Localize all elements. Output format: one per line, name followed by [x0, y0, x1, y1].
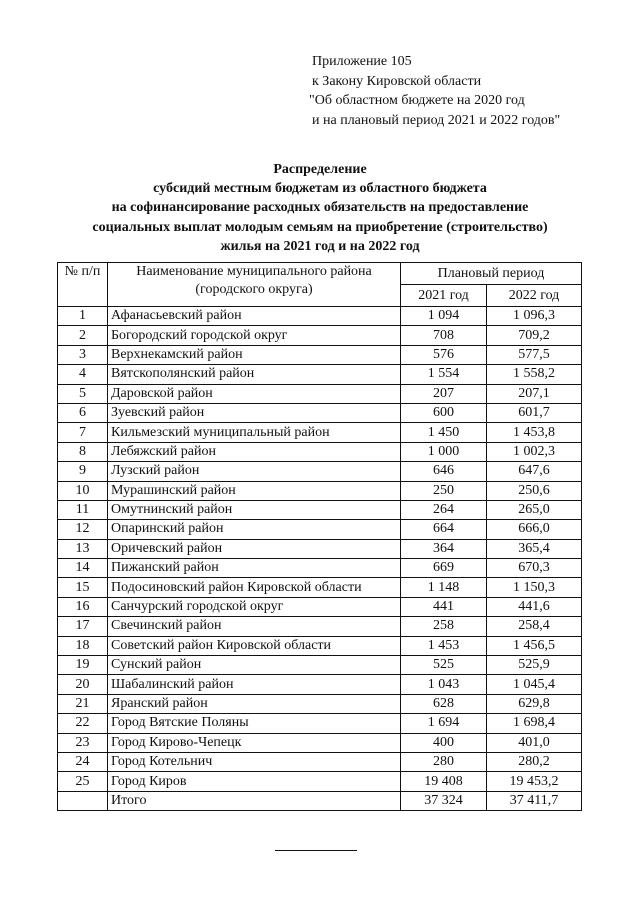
row-number: 19 — [58, 656, 108, 675]
value-2022: 37 411,7 — [487, 791, 582, 810]
table-row — [58, 694, 582, 713]
district-name: Санчурский городской округ — [108, 597, 401, 616]
value-2021: 1 000 — [401, 442, 487, 461]
table-row — [58, 403, 582, 422]
table-row — [58, 578, 582, 597]
value-2022: 207,1 — [487, 384, 582, 403]
table-row — [58, 520, 582, 539]
district-name: Сунский район — [108, 656, 401, 675]
footer-rule — [275, 850, 357, 851]
value-2021: 250 — [401, 481, 487, 500]
value-2021: 1 694 — [401, 714, 487, 733]
row-number: 10 — [58, 481, 108, 500]
value-2022: 280,2 — [487, 752, 582, 771]
row-number: 17 — [58, 617, 108, 636]
value-2021: 400 — [401, 733, 487, 752]
row-number: 25 — [58, 772, 108, 791]
value-2021: 1 450 — [401, 423, 487, 442]
table-row — [58, 365, 582, 384]
value-2022: 1 096,3 — [487, 307, 582, 326]
row-number: 22 — [58, 714, 108, 733]
district-name: Шабалинский район — [108, 675, 401, 694]
appendix-line: и на плановый период 2021 и 2022 годов" — [312, 113, 561, 129]
value-2021: 628 — [401, 694, 487, 713]
value-2021: 1 094 — [401, 307, 487, 326]
table-row — [58, 675, 582, 694]
value-2022: 258,4 — [487, 617, 582, 636]
value-2022: 1 045,4 — [487, 675, 582, 694]
value-2021: 1 043 — [401, 675, 487, 694]
appendix-header — [309, 52, 561, 131]
row-number: 5 — [58, 384, 108, 403]
row-number: 14 — [58, 559, 108, 578]
row-number: 20 — [58, 675, 108, 694]
district-name: Лебяжский район — [108, 442, 401, 461]
value-2021: 646 — [401, 462, 487, 481]
district-name: Итого — [108, 791, 401, 810]
value-2021: 708 — [401, 326, 487, 345]
table-row — [58, 500, 582, 519]
header-2021: 2021 год — [401, 285, 487, 307]
value-2022: 401,0 — [487, 733, 582, 752]
table-row — [58, 423, 582, 442]
title-line: социальных выплат молодым семьям на приобретение (строительство) — [92, 219, 548, 235]
district-name: Пижанский район — [108, 559, 401, 578]
value-2022: 1 453,8 — [487, 423, 582, 442]
district-name: Омутнинский район — [108, 500, 401, 519]
district-name: Верхнекамский район — [108, 345, 401, 364]
table-row — [58, 714, 582, 733]
district-name: Подосиновский район Кировской области — [108, 578, 401, 597]
district-name: Богородский городской округ — [108, 326, 401, 345]
district-name: Мурашинский район — [108, 481, 401, 500]
title-line: Распределение — [273, 162, 367, 177]
value-2021: 600 — [401, 403, 487, 422]
value-2022: 365,4 — [487, 539, 582, 558]
value-2022: 525,9 — [487, 656, 582, 675]
row-number — [58, 791, 108, 810]
value-2021: 441 — [401, 597, 487, 616]
value-2022: 1 456,5 — [487, 636, 582, 655]
row-number: 11 — [58, 500, 108, 519]
document-title — [0, 160, 640, 256]
district-name: Оричевский район — [108, 539, 401, 558]
district-name: Афанасьевский район — [108, 307, 401, 326]
appendix-line: Приложение 105 — [312, 54, 412, 69]
district-name: Лузский район — [108, 462, 401, 481]
title-line: на софинансирование расходных обязательств на предоставление — [111, 200, 529, 216]
row-number: 24 — [58, 752, 108, 771]
table-row — [58, 772, 582, 791]
row-number: 23 — [58, 733, 108, 752]
value-2022: 19 453,2 — [487, 772, 582, 791]
value-2021: 1 453 — [401, 636, 487, 655]
row-number: 8 — [58, 442, 108, 461]
district-name: Город Киров — [108, 772, 401, 791]
value-2022: 1 698,4 — [487, 714, 582, 733]
appendix-line: к Закону Кировской области — [312, 73, 482, 89]
total-row — [58, 791, 582, 810]
table-row — [58, 636, 582, 655]
row-number: 9 — [58, 462, 108, 481]
row-number: 3 — [58, 345, 108, 364]
table-row — [58, 597, 582, 616]
title-line: субсидий местным бюджетам из областного бюджета — [153, 181, 487, 197]
value-2022: 601,7 — [487, 403, 582, 422]
table-row — [58, 559, 582, 578]
value-2021: 207 — [401, 384, 487, 403]
value-2022: 265,0 — [487, 500, 582, 519]
row-number: 16 — [58, 597, 108, 616]
header-2022: 2022 год — [487, 285, 582, 307]
table-row — [58, 733, 582, 752]
table-row — [58, 307, 582, 326]
table-row — [58, 326, 582, 345]
value-2021: 669 — [401, 559, 487, 578]
value-2021: 664 — [401, 520, 487, 539]
value-2022: 1 150,3 — [487, 578, 582, 597]
row-number: 2 — [58, 326, 108, 345]
header-name: Наименование муниципального района (городского округа) — [108, 263, 401, 307]
district-name: Вятскополянский район — [108, 365, 401, 384]
value-2021: 1 148 — [401, 578, 487, 597]
table-row — [58, 539, 582, 558]
header-num: № п/п — [58, 263, 108, 307]
value-2022: 577,5 — [487, 345, 582, 364]
table-row — [58, 442, 582, 461]
district-name: Советский район Кировской области — [108, 636, 401, 655]
district-name: Даровской район — [108, 384, 401, 403]
value-2021: 280 — [401, 752, 487, 771]
value-2021: 364 — [401, 539, 487, 558]
district-name: Город Кирово-Чепецк — [108, 733, 401, 752]
title-line: жилья на 2021 год и на 2022 год — [220, 238, 420, 254]
district-name: Город Вятские Поляны — [108, 714, 401, 733]
value-2022: 1 558,2 — [487, 365, 582, 384]
value-2022: 629,8 — [487, 694, 582, 713]
district-name: Яранский район — [108, 694, 401, 713]
table-row — [58, 752, 582, 771]
value-2022: 1 002,3 — [487, 442, 582, 461]
value-2022: 647,6 — [487, 462, 582, 481]
value-2021: 1 554 — [401, 365, 487, 384]
value-2021: 525 — [401, 656, 487, 675]
table-row — [58, 617, 582, 636]
district-name: Свечинский район — [108, 617, 401, 636]
subsidy-table — [57, 262, 582, 811]
value-2021: 258 — [401, 617, 487, 636]
value-2021: 576 — [401, 345, 487, 364]
appendix-line: "Об областном бюджете на 2020 год — [309, 93, 525, 109]
table-row — [58, 462, 582, 481]
district-name: Город Котельнич — [108, 752, 401, 771]
header-period: Плановый период — [401, 263, 582, 285]
row-number: 1 — [58, 307, 108, 326]
value-2021: 37 324 — [401, 791, 487, 810]
value-2021: 264 — [401, 500, 487, 519]
value-2022: 666,0 — [487, 520, 582, 539]
value-2022: 441,6 — [487, 597, 582, 616]
district-name: Кильмезский муниципальный район — [108, 423, 401, 442]
district-name: Зуевский район — [108, 403, 401, 422]
value-2022: 670,3 — [487, 559, 582, 578]
row-number: 13 — [58, 539, 108, 558]
district-name: Опаринский район — [108, 520, 401, 539]
row-number: 21 — [58, 694, 108, 713]
row-number: 18 — [58, 636, 108, 655]
table-row — [58, 656, 582, 675]
table-row — [58, 481, 582, 500]
value-2022: 709,2 — [487, 326, 582, 345]
row-number: 4 — [58, 365, 108, 384]
value-2021: 19 408 — [401, 772, 487, 791]
row-number: 12 — [58, 520, 108, 539]
table-row — [58, 345, 582, 364]
row-number: 7 — [58, 423, 108, 442]
row-number: 15 — [58, 578, 108, 597]
row-number: 6 — [58, 403, 108, 422]
table-row — [58, 384, 582, 403]
value-2022: 250,6 — [487, 481, 582, 500]
